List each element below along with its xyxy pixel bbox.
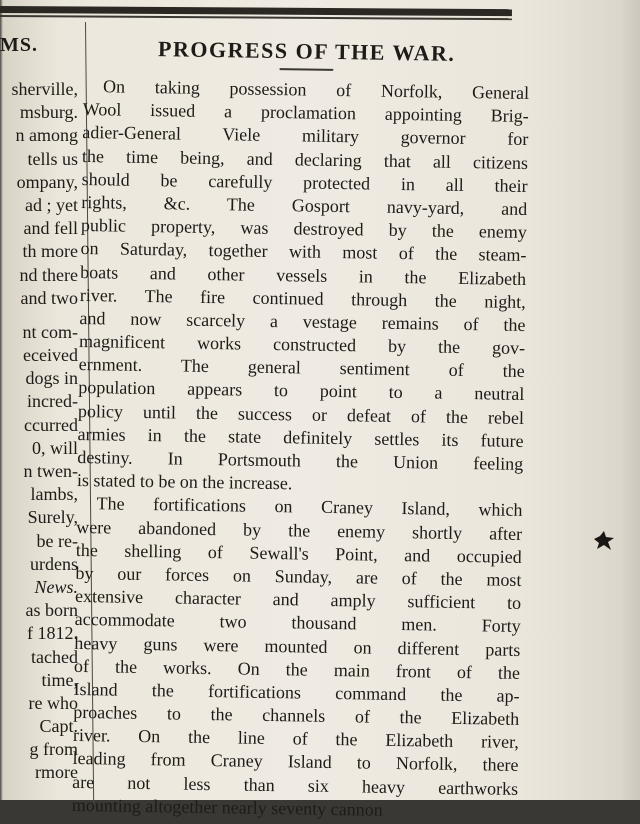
left-column-line: ccurred <box>24 414 78 435</box>
left-column-line: and two <box>20 287 78 308</box>
left-column-line: lambs, <box>30 484 78 505</box>
left-column-line: g from <box>29 739 78 760</box>
left-column-line: ad ; yet <box>25 194 78 215</box>
article-line: river. On the line of the Elizabeth river, <box>72 725 520 753</box>
article-line: by our forces on Sunday, are of the most <box>75 562 522 590</box>
article-line: should be carefully protected in all their <box>81 168 528 196</box>
left-column-line: ompany, <box>16 171 78 192</box>
left-column-line: re who <box>28 692 78 713</box>
left-column-line: nd there <box>19 264 78 285</box>
article-line: were abandoned by the enemy shortly after <box>76 516 523 544</box>
article-line: proaches to the channels of the Elizabeth <box>73 701 520 729</box>
left-column-line: and fell <box>23 218 78 239</box>
article-line: the shelling of Sewall's Point, and occupied <box>75 539 522 567</box>
article-line: policy until the success or defeat of the rebel <box>77 400 525 428</box>
left-column-text <box>0 78 78 785</box>
left-column-line: n twen- <box>23 461 78 481</box>
headline-ornament-rule <box>279 68 333 71</box>
left-column-line: tells us <box>27 148 78 169</box>
article-line: population appears to point to a neutral <box>78 377 525 405</box>
left-column-line: eceived <box>23 345 78 366</box>
left-column-line: msburg. <box>19 102 78 123</box>
article-line: mounting altogether nearly seventy cannon <box>71 794 383 820</box>
left-column-line: sherville, <box>11 79 78 99</box>
article-line: boats and other vessels in the Elizabeth <box>80 261 527 289</box>
left-column-line: th more <box>22 241 78 262</box>
article-line: magnificent works constructed by the gov- <box>78 331 526 359</box>
left-column-line: News. <box>34 576 78 597</box>
article-line: and now scarcely a vestage remains of the <box>79 307 526 335</box>
left-column-line: Capt. <box>39 716 78 737</box>
article-line: accommodate two thousand men. Forty <box>74 609 521 637</box>
article-line: leading from Craney Island to Norfolk, there <box>72 748 519 776</box>
left-column-line: as born <box>25 600 78 621</box>
ink-smudge-icon <box>590 530 616 552</box>
article-line: Island the fortifications command the ap- <box>73 678 520 706</box>
article-line: armies in the state definitely settles its future <box>77 423 524 451</box>
left-column-line: n among <box>15 125 78 146</box>
left-column-line: tached <box>31 646 78 667</box>
article-line: heavy guns were mounted on different parts <box>74 632 521 660</box>
article-line: Wool issued a proclamation appointing Brig- <box>82 99 529 127</box>
left-column-line: incred- <box>27 391 78 412</box>
article-line: is stated to be on the increase. <box>76 470 293 494</box>
article-line: On taking possession of Norfolk, General <box>102 76 530 103</box>
article-headline: PROGRESS OF THE WAR. <box>157 36 456 66</box>
left-column-line: 0, will <box>31 437 78 458</box>
left-column-heading: MS. <box>0 34 38 56</box>
article-line: are not less than six heavy earthworks <box>72 771 519 799</box>
article-line: extensive character and amply sufficient to <box>74 586 522 614</box>
article-line: of the works. On the main front of the <box>73 655 521 683</box>
left-column-line: dogs in <box>25 368 78 389</box>
article-line: The fortifications on Craney Island, which <box>96 493 523 521</box>
left-column-line: rmore <box>35 762 78 783</box>
top-rule-thin <box>0 15 512 20</box>
left-column-line: time, <box>41 669 78 690</box>
article-line: adier-General Viele military governor for <box>82 122 529 150</box>
left-column-line: be re- <box>36 530 78 551</box>
left-column-line <box>0 310 78 321</box>
article-line: ernment. The general sentiment of the <box>78 354 525 382</box>
left-column-line: nt com- <box>22 321 78 342</box>
article-line: on Saturday, together with most of the steam- <box>80 238 527 266</box>
article-line: the time being, and declaring that all citizens <box>81 145 529 173</box>
article-body <box>72 75 530 824</box>
left-column-cropped <box>0 26 78 816</box>
article-line: rights, &c. The Gosport navy-yard, and <box>81 191 528 219</box>
article-progress-of-the-war <box>71 30 530 820</box>
article-line: destiny. In Portsmouth the Union feeling <box>77 446 524 474</box>
article-line: river. The fire continued through the night, <box>79 284 526 312</box>
left-column-line: Surely, <box>27 507 78 528</box>
page-edge-shadow <box>620 0 640 800</box>
article-line: public property, was destroyed by the enemy <box>80 215 528 243</box>
left-column-line: f 1812. <box>27 623 78 644</box>
left-column-line: urdens <box>30 553 78 574</box>
